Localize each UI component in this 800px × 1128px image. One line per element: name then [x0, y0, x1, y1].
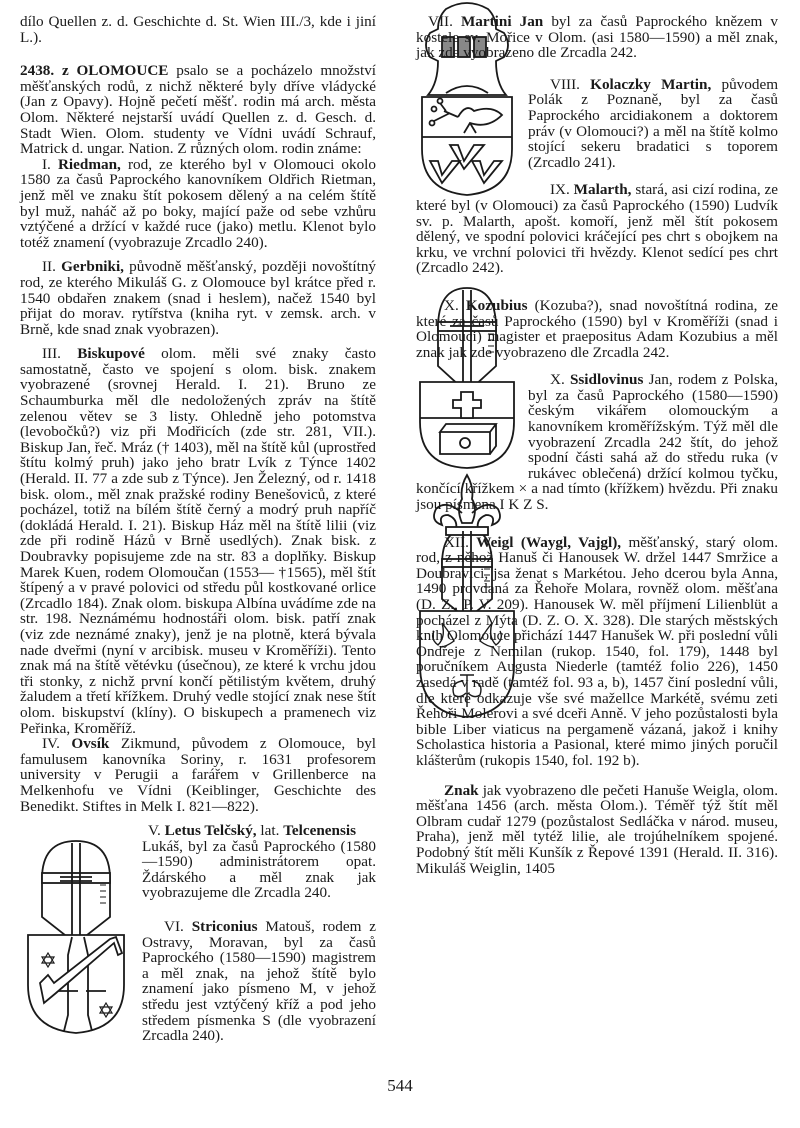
family-name: Kolaczky Martin,: [590, 75, 712, 93]
family-text: byl za časů Paprockého knězem v kostele sv. Mořice v Olom. (asi 1580—1590) a měl znak, jak zde vyobrazeno dle Zrcadla 242.: [416, 13, 779, 62]
family-numeral: VI.: [164, 918, 184, 936]
family-numeral: X.: [444, 296, 459, 314]
family-entry-kozubius: [416, 298, 778, 360]
family-numeral: XII.: [444, 533, 469, 551]
family-numeral: VII.: [428, 13, 453, 30]
family-name: Striconius: [191, 918, 258, 936]
family-text: Zikmund, původem z Olomouce, byl famulusem kanovníka Soriny, r. 1631 profesorem university v Perugii a farářem v Grillenberce na Melkenhofu ve Vídni (Keiblinger, Geschichte des Benedikt. Stiftes in Melk I. 821—822).: [20, 735, 377, 815]
family-text: Matouš, rodem z Ostravy, Moravan, byl za časů Paprockého (1580—1590) magistrem a měl znak, na jehož štítě bylo znamení jako písmeno M, v jehož středu jest vztýčený kříž a pod jeho středem písmenka S (dle vyobrazení Zrcadla 240).: [142, 918, 376, 1045]
coat-of-arms-letus-striconius: [20, 835, 132, 1035]
family-name: Weigl (Waygl, Vajgl),: [476, 533, 622, 551]
family-entry-riedman: [20, 157, 376, 251]
page-number: 544: [387, 1076, 413, 1095]
family-text: původem Polák z Poznaně, byl za časů Paprockého arcidiakonem a doktorem práv (v Olomouci?) a měl na štítě kolmo stojící sekeru bradatici s toporem (Zrcadlo 241).: [528, 75, 779, 171]
family-entry-martini: [416, 14, 778, 61]
family-name: Malarth,: [573, 181, 632, 199]
family-text: Jan, rodem z Polska, byl za časů Paprockého (1580—1590) českým vikářem olomouckým a kanovníkem kroměřížským. Týž měl dle vyobrazení Zrcadla 242 štít, do jehož spodní části sahá až do středu ruka (v rukávec oblečená) držící kolmou tyčku, končící křížkem × a nad tímto (křížkem) hvězdu. Při znaku jsou písmena I K Z S.: [416, 371, 779, 514]
family-numeral: IV.: [42, 735, 60, 753]
znak-text: jak vyobrazeno dle pečeti Hanuše Weigla, olom. měšťana 1456 (arch. města Olom.). Téměř týž štít měl Olbram cudař 1279 (pozůstalost Sedláčka v národ. museu, Praha), jenž měl tytéž lilie, ale trojúhelníkem spojené. Podobný štít měli Kunšík z Řepové 1391 (Herald. II. 316). Mikuláš Weiglin, 1405: [416, 781, 778, 877]
family-entry-malarth: [416, 182, 778, 276]
family-name: Riedman,: [57, 155, 121, 173]
family-name: Kozubius: [465, 296, 528, 314]
right-column: [416, 14, 778, 876]
family-name: Martini Jan: [460, 13, 544, 30]
family-name: Biskupové: [77, 345, 145, 363]
family-name: Ssidlovinus: [569, 371, 644, 389]
family-text: olom. měli své znaky často samostatně, často ve spojení s olom. bisk. znakem vyobrazené (srovnej Herald. I. 21). Bruno ze Schaumburka měl dle nedoložených zpráv na štítě zelenou větev se 3 listy. Ohledně jeho potomstva (levobočků?) viz při Modřicích (zde str. 281, VII.). Biskup Jan, řeč. Mráz († 1403), měl na štítě kůl (uprostřed štítu kolmý pruh) jako jeho bratr Lvík z Týnce 1402 (Herald. II. 77 a zde sub z Týnce). Jen Železný, od r. 1418 bisk. olom., měl znak pražské rodiny Benešoviců, z které pocházel, totiž na bílém štítě černý a modrý pruh napříč (dokládá Herald. I. 21). Biskup Ház měl na štítě lilii (viz zde při rodině Házů v Brně usedlých). Znak bisk. z Doubravky popisujeme zde na str. 83 a doplňky. Biskup Marek Kuen, rodem Olomoučan (1553— †1565), měl štít štípený a v pravé polovici od středu půl kostkované orlice (Zrcadlo 184). Znak olom. biskupa Albína uvádíme zde na str. 198. Neznámému hodnostáři olom. bisk. patří znak (viz zde neznámé znaky), jenž je na plotně, která bývala nade dveřmi (nyní v arcibisk. museu v Kroměříži). Tento znak má na štítě větévku (úsečnou), ze které k vrchu jdou tři stonky, z nichž první končí pětilistým květem, druhý žaludem a třetí křížkem. Druhý vedle stojící znak nese štít olom. biskupství (klíny). O biskupech a pramenech viz Peřinka, Kroměříž.: [20, 345, 377, 737]
family-entry-gerbniki: [20, 259, 376, 337]
family-name-suffix: lat.: [260, 822, 280, 840]
family-name: Letus Telčský,: [164, 822, 257, 840]
family-text: rod, ze kterého byl v Olomouci okolo 1580 za časů Paprockého kanovníkem Oldřich Rietman, jenž měl ve znaku štít pokosem dělený a na celém štítě byl muž, naháč až po boky, mající paže od sebe vzhůru vztýčené a držící v každé ruce (jako) metlu. Klenot bylo totéž znamení (vyobrazuje Zrcadlo 240).: [20, 155, 376, 251]
entry-title: z OLOMOUCE: [61, 62, 169, 80]
family-name: Ovsík: [71, 735, 110, 753]
family-numeral: I.: [42, 155, 51, 173]
entry-number: 2438.: [20, 62, 55, 80]
family-numeral: IX.: [550, 181, 570, 199]
entry-text: psalo se a pocházelo množství měšťanských rodů, z nichž některé byly dříve vládycké (Jan z Opavy). Hojně pečetí měšť. rodin má arch. města Olom. Některé nejstarší uvádí Quellen z. d. Gesch. d. Stadt Wien. Olom. studenty ve Vídni uvádí Schrauf, Matrick d. ungar. Nation. Z různých olom. rodin známe:: [20, 62, 377, 158]
family-numeral: III.: [42, 345, 61, 363]
family-entry-weigl: [416, 535, 778, 769]
entry-2438: [20, 63, 376, 157]
family-numeral: VIII.: [550, 75, 580, 93]
znak-paragraph: [416, 783, 778, 877]
family-text: (Kozuba?), snad novoštítná rodina, ze které za časů Paprockého (1590) byl v Kroměříži (snad i Olomouci) magister et praepositus Adam Kozubius a měl znak jak zde vyobrazeno dle Zrcadla 242.: [416, 296, 779, 361]
family-entry-ovsik: [20, 736, 376, 814]
family-latin-name: Telcenensis: [283, 822, 357, 840]
family-text: původně měšťanský, později novoštítný rod, ze kterého Mikuláš G. z Olomouce byl krátce před r. 1540 obdařen znakem (snad i heslem), načež 1540 byl přijat do morav. rytířstva (kniha ryt. v zemsk. arch. v Brně, kde snad znak vyobrazen).: [20, 258, 377, 338]
family-numeral: II.: [42, 258, 56, 276]
coat-of-arms-helmet-stars-icon: [20, 835, 132, 1035]
left-column: [20, 14, 376, 1044]
family-numeral: X.: [550, 371, 565, 389]
family-numeral: V.: [148, 822, 161, 840]
family-name: Gerbniki,: [61, 258, 124, 276]
family-entry-biskupove: [20, 346, 376, 736]
family-text-letus: Lukáš, byl za časů Paprockého (1580—1590) administrátorem opat. Ždárského a měl znak jak vyobrazujeme dle Zrcadla 240.: [142, 837, 376, 902]
family-text: stará, asi cizí rodina, ze které byl (v Olomouci) za časů Paprockého (1590) Ludvík sv. p. Malarth, apošt. komoří, jenž měl štít pokosem dělený, ve spodní polovici kráčející pes chrt s obojkem na krku, ve vrchní polovici tři hvězdy. Klenot sedící pes chrt (Zrcadlo 242).: [416, 181, 779, 277]
intro-paragraph: dílo Quellen z. d. Geschichte d. St. Wien III./3, kde i jiní L.).: [20, 13, 376, 46]
family-text: měšťanský, starý olom. rod, z něhož Hanuš či Hanousek W. držel 1447 Smržice a Doubravici, jsa ženat s Markétou. Jeho dcerou byla Anna, 1490 provdaná za Řehoře Molara, rovněž olom. měšťana (D. Z., P. V. 209). Hanousek W. měl příjmení Lilienblüt a pocházel z Mýta (D. Z. O. X. 328). Dle starých městských knih Olomouce přichází 1447 Hanušek W. při poslední vůli Ondřeje z Nemilan (rukop. 1540, fol. 179), 1448 byl poručníkem Augusta Niederle (tamtéž folio 226), 1450 zasedá v radě (tamtéž fol. 93 a, b), 1457 činí poslední vůli, dle které odkazuje vše své mažellce Markétě, svému zeti Řehoři Molerovi a své dceři Anně. V jeho pozůstalosti byla bible Liber viaticus na pergameně vázaná, jakož i knihy Scholastica historia a Pasional, které mimo jiných poručil klášterům (rukopis 1540, fol. 192 b).: [416, 533, 778, 769]
znak-lead: Znak: [444, 781, 479, 799]
